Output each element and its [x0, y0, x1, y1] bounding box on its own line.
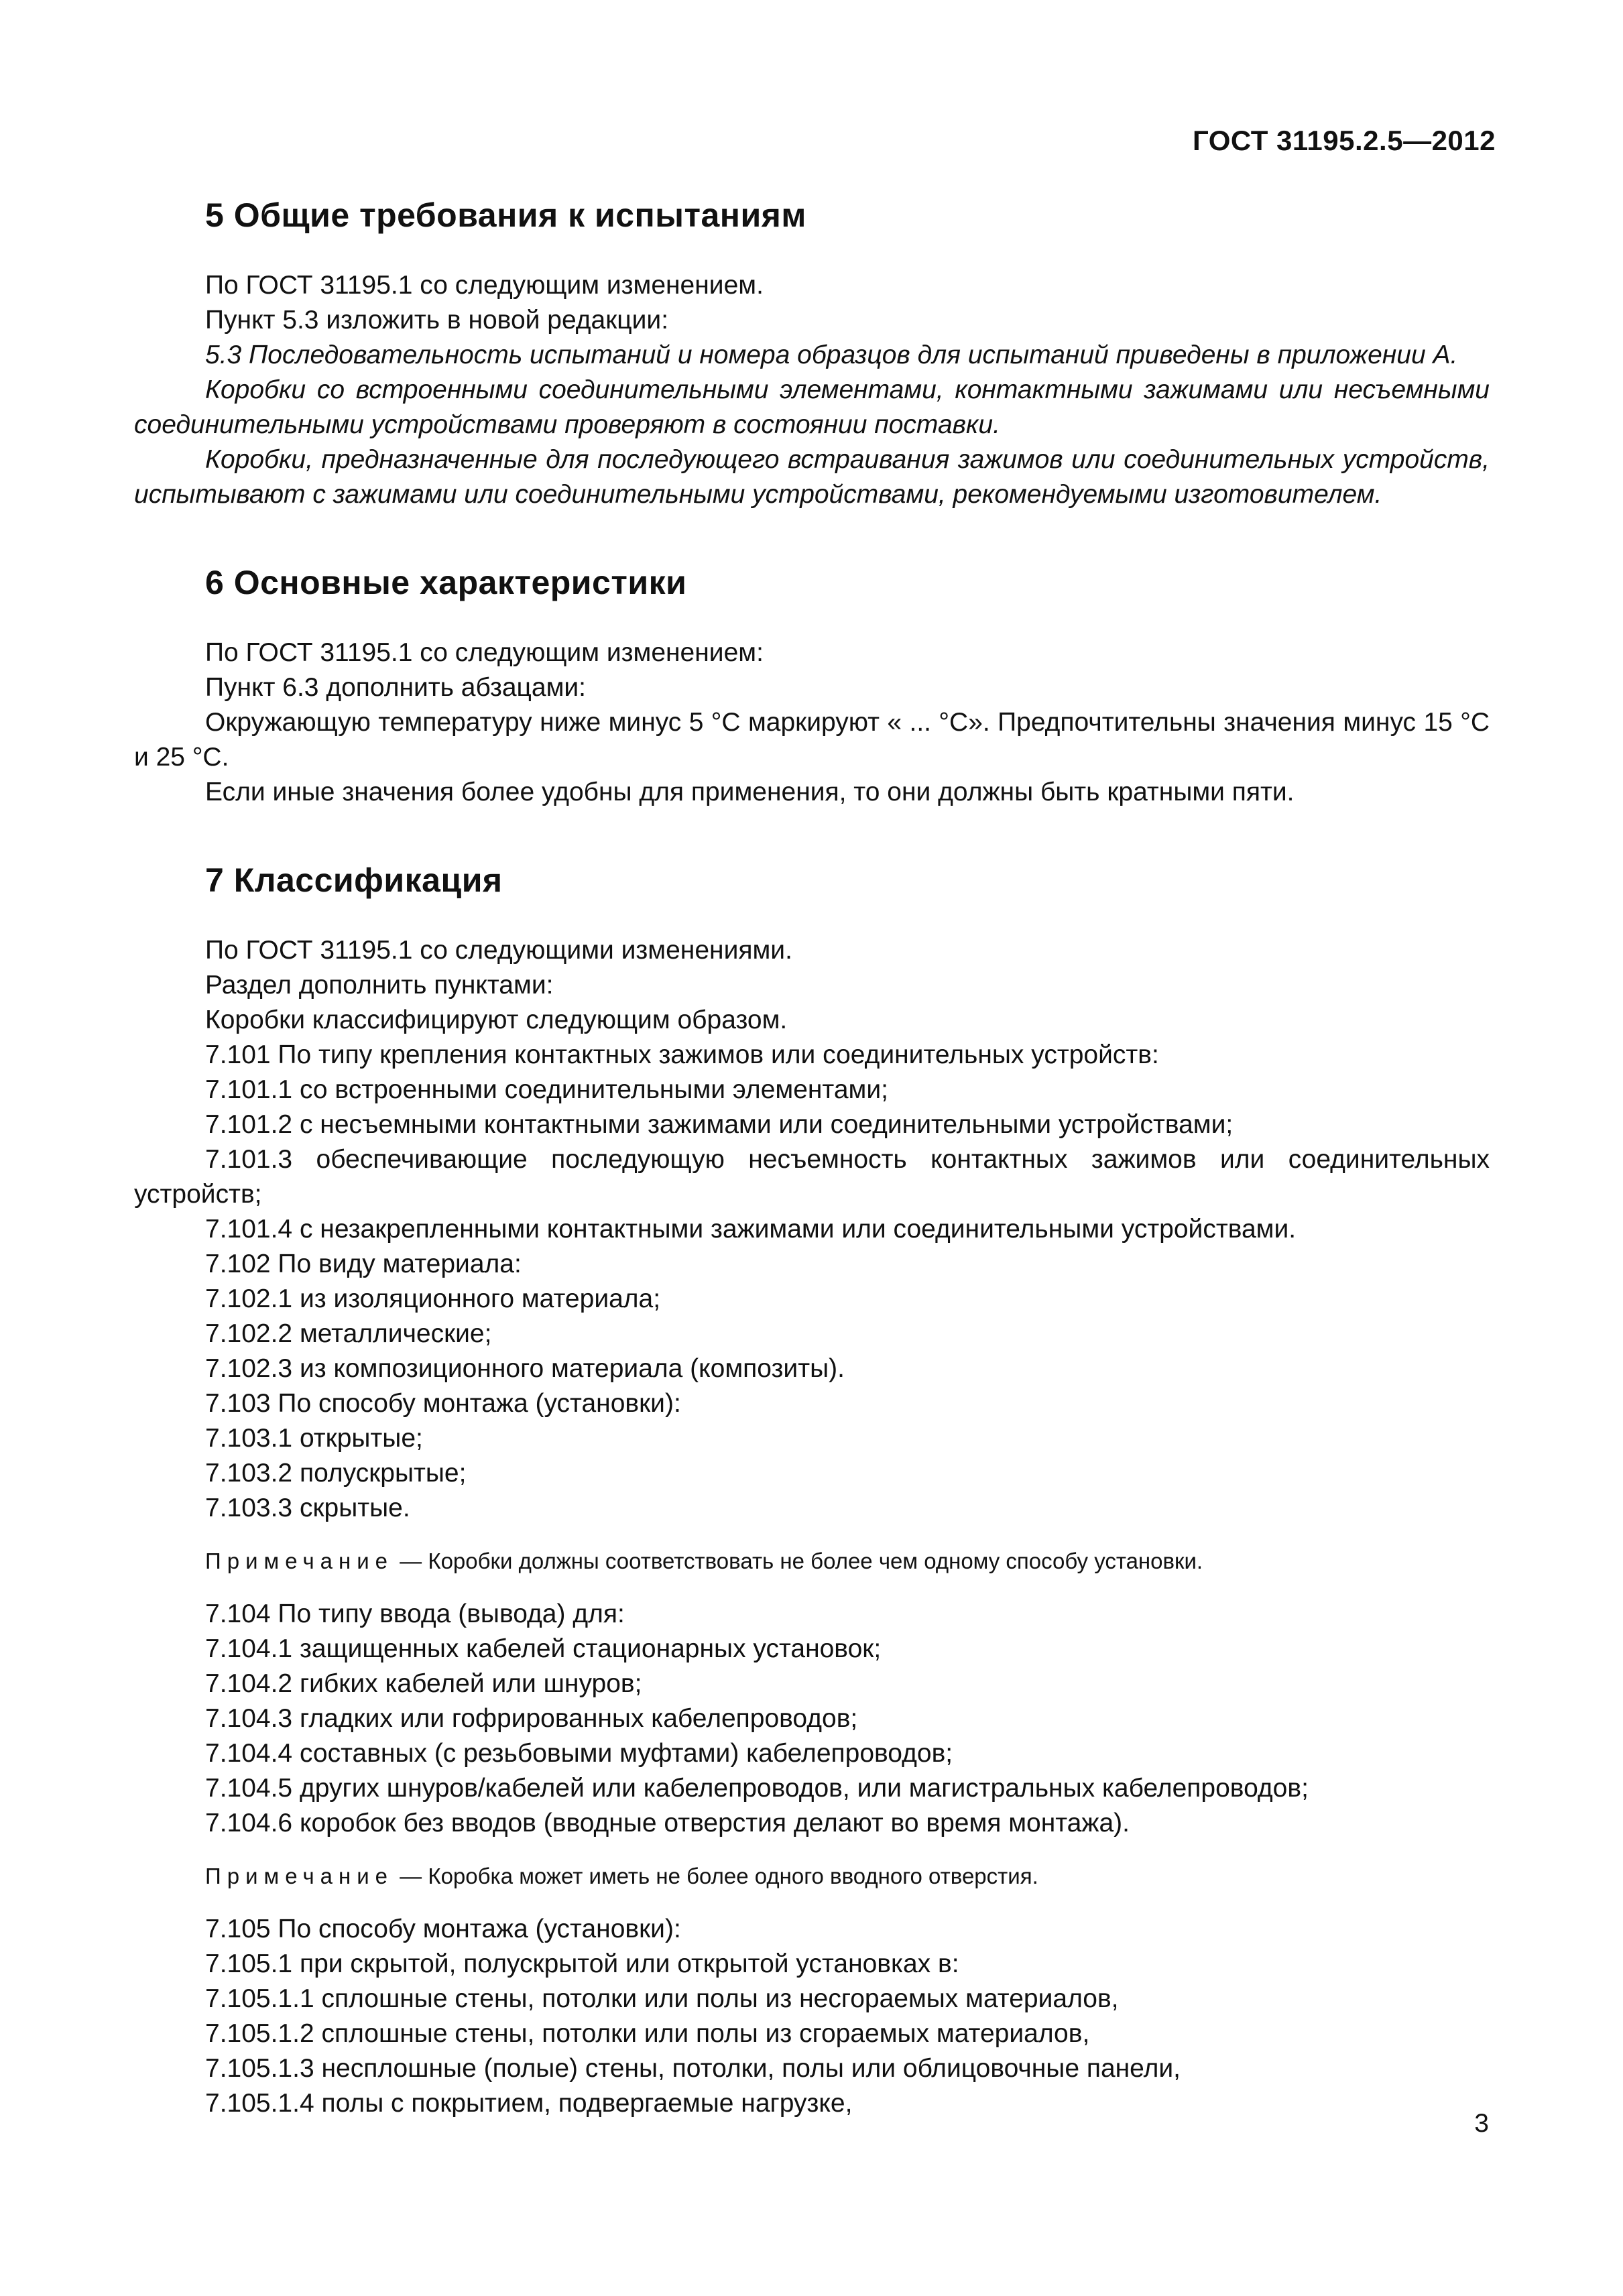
- paragraph: По ГОСТ 31195.1 со следующим изменением.: [205, 271, 764, 300]
- page-number: 3: [1474, 2109, 1489, 2138]
- list-item: 7.101.1 со встроенными соединительными элементами;: [205, 1075, 888, 1104]
- list-item: 7.105.1.1 сплошные стены, потолки или полы из несгораемых материалов,: [205, 1984, 1119, 2013]
- section-5-body: [134, 268, 1490, 512]
- list-item: 7.104.4 составных (с резьбовыми муфтами) кабелепроводов;: [205, 1739, 953, 1768]
- list-item: 7.103.2 полускрытые;: [205, 1459, 467, 1488]
- list-item: 7.105 По способу монтажа (установки):: [205, 1915, 681, 1943]
- list-item: 7.101.2 с несъемными контактными зажимами или соединительными устройствами;: [205, 1110, 1234, 1139]
- page-content: [134, 196, 1490, 2121]
- section-7-title: 7 Классификация: [205, 861, 503, 899]
- paragraph-italic: 5.3 Последовательность испытаний и номера образцов для испытаний приведены в приложении А.: [205, 341, 1458, 369]
- section-5-title: 5 Общие требования к испытаниям: [205, 196, 806, 234]
- list-item: 7.103 По способу монтажа (установки):: [205, 1389, 681, 1418]
- list-item: Раздел дополнить пунктами:: [205, 971, 554, 1000]
- list-item: 7.104.2 гибких кабелей или шнуров;: [205, 1669, 642, 1698]
- list-item: 7.105.1.2 сплошные стены, потолки или полы из сгораемых материалов,: [205, 2019, 1090, 2048]
- list-item: Коробки классифицируют следующим образом.: [205, 1006, 788, 1034]
- paragraph: По ГОСТ 31195.1 со следующим изменением:: [205, 638, 764, 667]
- list-item: 7.102 По виду материала:: [205, 1250, 522, 1278]
- paragraph-italic: Коробки со встроенными соединительными элементами, контактными зажимами или несъемными соединительными устройствами проверяют в состоянии поставки.: [134, 375, 1490, 439]
- list-item: 7.105.1.4 полы с покрытием, подвергаемые нагрузке,: [205, 2089, 853, 2118]
- list-item: 7.104.3 гладких или гофрированных кабелепроводов;: [205, 1704, 858, 1733]
- list-item: По ГОСТ 31195.1 со следующими изменениями.: [205, 936, 792, 965]
- list-item: 7.101.4 с незакрепленными контактными зажимами или соединительными устройствами.: [205, 1215, 1297, 1244]
- list-item: 7.103.3 скрытые.: [205, 1494, 410, 1522]
- list-item: 7.102.3 из композиционного материала (композиты).: [205, 1354, 845, 1383]
- list-item: 7.105.1.3 несплошные (полые) стены, потолки, полы или облицовочные панели,: [205, 2054, 1181, 2083]
- section-6-body: [134, 636, 1490, 810]
- paragraph-italic: Коробки, предназначенные для последующего встраивания зажимов или соединительных устройств, испытывают с зажимами или соединительными устройствами, рекомендуемыми изготовителем.: [134, 445, 1490, 509]
- paragraph: Пункт 5.3 изложить в новой редакции:: [205, 306, 669, 335]
- note-label: Примечание: [205, 1864, 394, 1888]
- list-item: 7.104 По типу ввода (вывода) для:: [205, 1599, 625, 1628]
- section-7-body: [134, 933, 1490, 2121]
- list-item: 7.105.1 при скрытой, полускрытой или открытой установках в:: [205, 1949, 959, 1978]
- list-item: 7.101.3 обеспечивающие последующую несъемность контактных зажимов или соединительных устройств;: [134, 1145, 1490, 1209]
- note: [134, 1544, 1490, 1579]
- paragraph: Если иные значения более удобны для применения, то они должны быть кратными пяти.: [205, 778, 1295, 806]
- list-item: 7.102.2 металлические;: [205, 1319, 492, 1348]
- note-label: Примечание: [205, 1549, 394, 1573]
- note-text: — Коробка может иметь не более одного вводного отверстия.: [394, 1864, 1038, 1888]
- list-item: 7.104.1 защищенных кабелей стационарных установок;: [205, 1634, 882, 1663]
- list-item: 7.102.1 из изоляционного материала;: [205, 1284, 661, 1313]
- list-item: 7.101 По типу крепления контактных зажимов или соединительных устройств:: [205, 1040, 1159, 1069]
- paragraph: Окружающую температуру ниже минус 5 °С маркируют « ... °С». Предпочтительны значения минус 15 °С и 25 °С.: [134, 708, 1490, 772]
- standard-designation: ГОСТ 31195.2.5—2012: [1193, 125, 1496, 156]
- note: [134, 1859, 1490, 1894]
- list-item: 7.103.1 открытые;: [205, 1424, 423, 1453]
- list-item: 7.104.5 других шнуров/кабелей или кабелепроводов, или магистральных кабелепроводов;: [205, 1774, 1309, 1803]
- section-6-title: 6 Основные характеристики: [205, 564, 687, 601]
- paragraph: Пункт 6.3 дополнить абзацами:: [205, 673, 587, 702]
- note-text: — Коробки должны соответствовать не более чем одному способу установки.: [394, 1549, 1203, 1573]
- list-item: 7.104.6 коробок без вводов (вводные отверстия делают во время монтажа).: [205, 1809, 1130, 1837]
